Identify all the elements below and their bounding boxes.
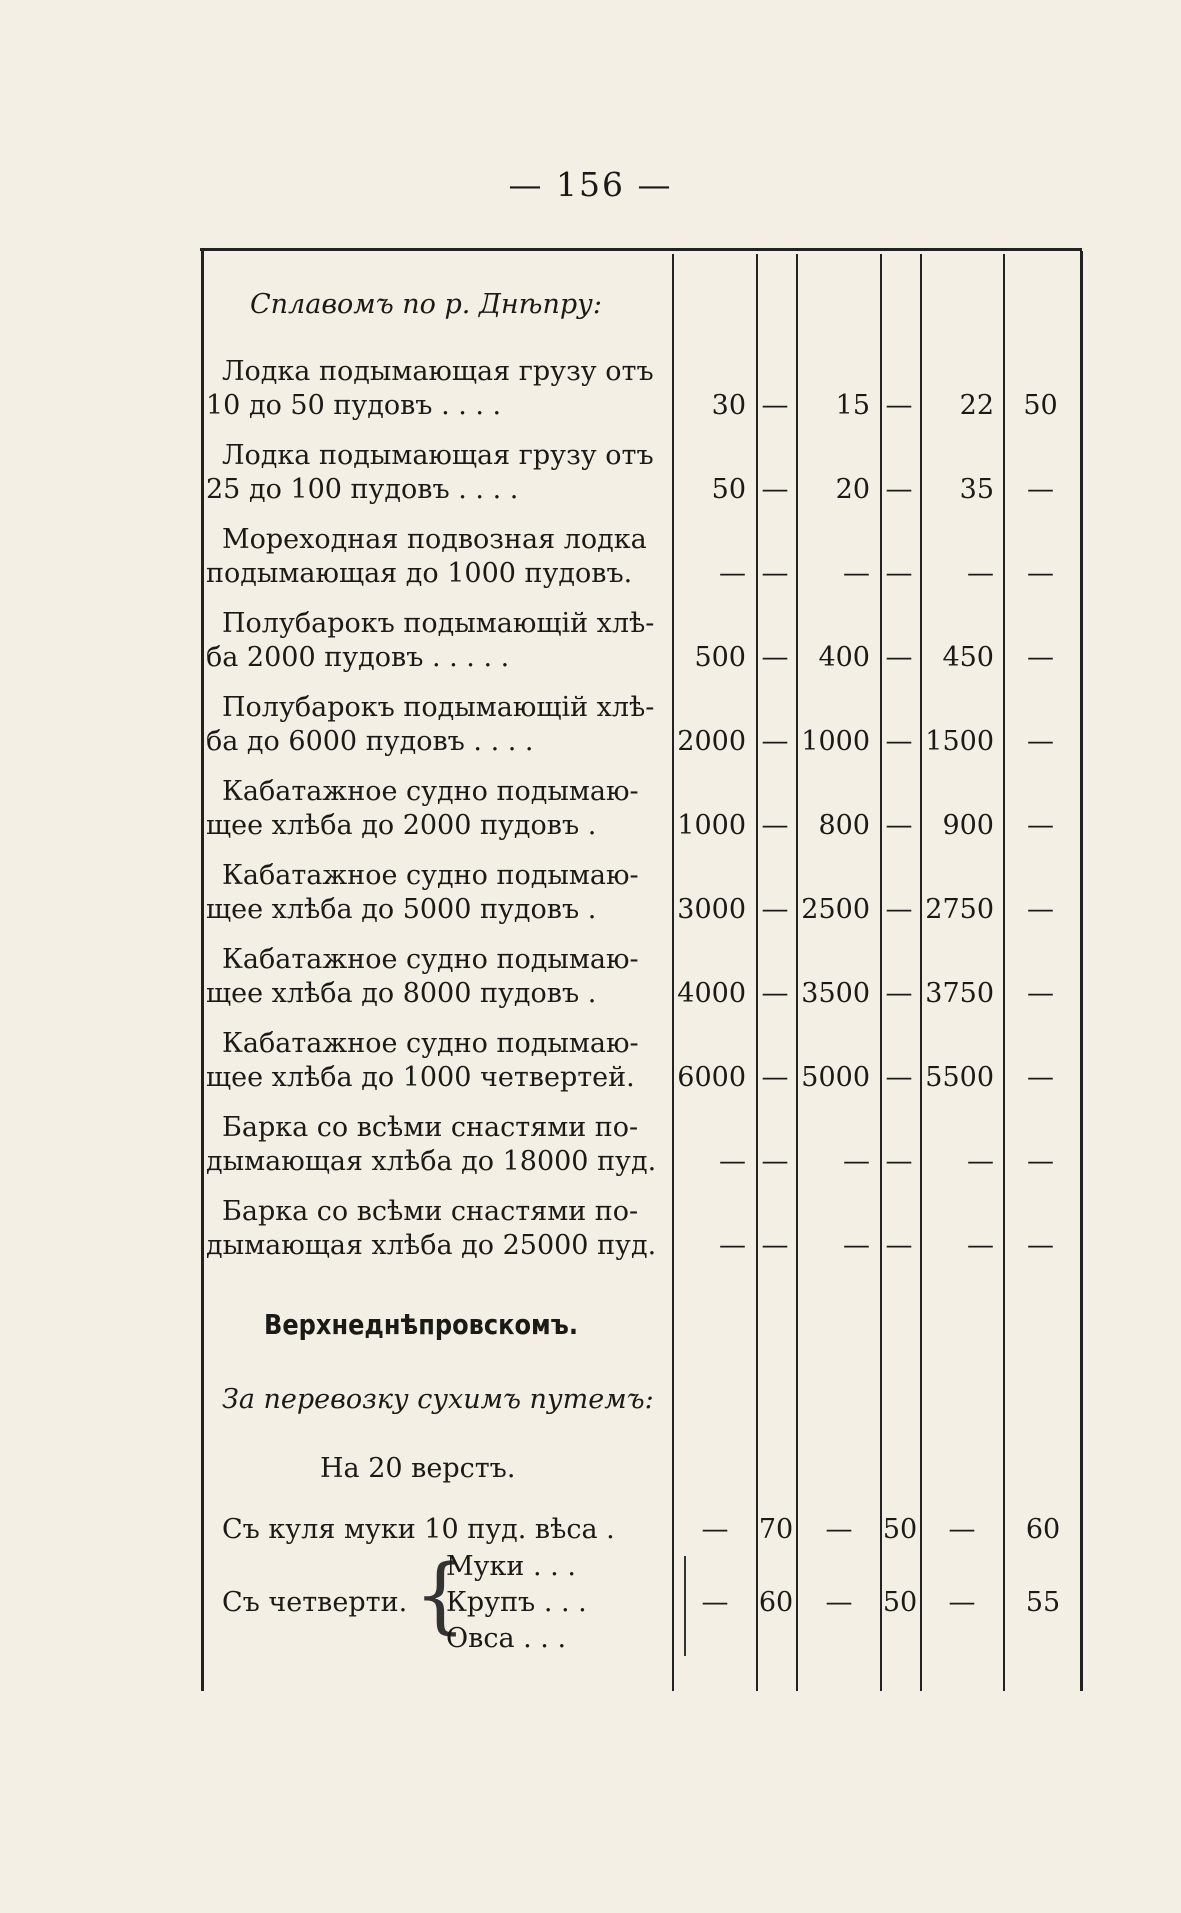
- grain-item: Муки . . .: [446, 1551, 576, 1582]
- table-cell: —: [843, 1230, 870, 1261]
- table-cell: —: [1027, 810, 1054, 841]
- row-description: [206, 775, 646, 843]
- row-description: [206, 1111, 657, 1179]
- table-cell: —: [1027, 1062, 1054, 1093]
- row-description: [206, 691, 655, 759]
- table-cell: —: [761, 642, 789, 673]
- table-cell: —: [885, 642, 913, 673]
- table-cell: 5500: [925, 1062, 994, 1093]
- table-cell: —: [761, 1146, 789, 1177]
- table-cell: —: [1027, 1146, 1054, 1177]
- table-cell: 3750: [925, 978, 994, 1009]
- grain-item: Овса . . .: [446, 1623, 567, 1654]
- table-left-rule: [201, 251, 204, 1691]
- table-cell: —: [761, 1230, 789, 1261]
- table-cell: 3500: [801, 978, 870, 1009]
- kul-c4: 50: [882, 1514, 918, 1545]
- table-cell: —: [885, 1146, 913, 1177]
- table-cell: 2750: [925, 894, 994, 925]
- left-brace: {: [414, 1548, 467, 1643]
- row-description-line: Лодка подымающая грузу отъ: [222, 440, 654, 471]
- row-description-line: Мореходная подвозная лодка: [222, 524, 647, 555]
- table-cell: —: [1027, 558, 1054, 589]
- table-cell: 1000: [677, 810, 746, 841]
- row-description: [206, 1195, 657, 1263]
- table-cell: —: [719, 558, 746, 589]
- table-cell: 35: [959, 474, 994, 505]
- chetvert-c3: —: [825, 1587, 853, 1618]
- table-cell: —: [719, 1146, 746, 1177]
- table-cell: 1500: [925, 726, 994, 757]
- row-description: [206, 523, 646, 591]
- row-description-line: ба 2000 пудовъ . . . . .: [206, 642, 510, 673]
- row-description-line: Полубарокъ подымающій хлѣ-: [222, 608, 655, 639]
- table-cell: —: [761, 558, 789, 589]
- chetvert-c5: —: [948, 1587, 976, 1618]
- table-cell: 30: [711, 390, 746, 421]
- table-cell: —: [1027, 894, 1054, 925]
- row-description-line: Барка со всѣми снастями по-: [222, 1196, 639, 1227]
- grain-item: Крупъ . . .: [446, 1587, 587, 1618]
- table-cell: 15: [835, 390, 870, 421]
- table-cell: 22: [959, 390, 994, 421]
- table-cell: 900: [942, 810, 994, 841]
- table-cell: —: [1027, 474, 1054, 505]
- table-cell: —: [885, 1230, 913, 1261]
- chetvert-c6: 55: [1025, 1587, 1061, 1618]
- table-cell: —: [719, 1230, 746, 1261]
- table-cell: —: [967, 1146, 994, 1177]
- table-cell: 800: [818, 810, 870, 841]
- chetvert-c2: 60: [758, 1587, 794, 1618]
- chetvert-c4: 50: [882, 1587, 918, 1618]
- table-cell: —: [761, 390, 789, 421]
- table-cell: —: [885, 894, 913, 925]
- table-right-rule: [1080, 251, 1083, 1691]
- row-description-line: дымающая хлѣба до 25000 пуд.: [206, 1230, 657, 1261]
- table-cell: 6000: [677, 1062, 746, 1093]
- row-description-line: Кабатажное судно подымаю-: [222, 944, 639, 975]
- table-cell: —: [885, 1062, 913, 1093]
- table-cell: —: [1027, 978, 1054, 1009]
- table-cell: —: [885, 726, 913, 757]
- table-cell: —: [885, 474, 913, 505]
- table-top-rule: [200, 248, 1082, 251]
- row-description: [206, 355, 654, 423]
- table-cell: —: [1027, 642, 1054, 673]
- row-description-line: ба до 6000 пудовъ . . . .: [206, 726, 534, 757]
- table-cell: —: [761, 894, 789, 925]
- chetvert-c1: —: [701, 1587, 729, 1618]
- page-number: — 156 —: [508, 165, 673, 204]
- table-cell: 400: [818, 642, 870, 673]
- table-cell: 5000: [801, 1062, 870, 1093]
- table-cell: —: [761, 726, 789, 757]
- table-cell: 450: [942, 642, 994, 673]
- section-title: Сплавомъ по р. Днѣпру:: [250, 289, 602, 320]
- kul-row-label: Съ куля муки 10 пуд. вѣса .: [222, 1514, 615, 1545]
- table-cell: —: [967, 558, 994, 589]
- row-description-line: Барка со всѣми снастями по-: [222, 1112, 639, 1143]
- row-description: [206, 859, 646, 927]
- kul-c3: —: [825, 1514, 853, 1545]
- row-description-line: 25 до 100 пудовъ . . . .: [206, 474, 519, 505]
- row-description: [206, 943, 646, 1011]
- table-cell: 50: [1023, 390, 1058, 421]
- row-description-line: Кабатажное судно подымаю-: [222, 1028, 639, 1059]
- kul-c2: 70: [758, 1514, 794, 1545]
- table-cell: —: [1027, 1230, 1054, 1261]
- column-rule: [1003, 254, 1005, 1691]
- row-description-line: щее хлѣба до 8000 пудовъ .: [206, 978, 597, 1009]
- table-cell: —: [885, 810, 913, 841]
- right-brace-rule: [684, 1556, 686, 1656]
- section-subtitle: За перевозку сухимъ путемъ:: [222, 1384, 654, 1415]
- table-cell: —: [761, 1062, 789, 1093]
- kul-c6: 60: [1025, 1514, 1061, 1545]
- row-description-line: Кабатажное судно подымаю-: [222, 776, 639, 807]
- table-cell: —: [843, 1146, 870, 1177]
- table-cell: —: [761, 810, 789, 841]
- column-rule: [880, 254, 882, 1691]
- row-description-line: Полубарокъ подымающій хлѣ-: [222, 692, 655, 723]
- row-description-line: Кабатажное судно подымаю-: [222, 860, 639, 891]
- table-cell: 2000: [677, 726, 746, 757]
- distance-label: На 20 верстъ.: [320, 1453, 516, 1484]
- table-cell: —: [843, 558, 870, 589]
- table-cell: 3000: [677, 894, 746, 925]
- row-description-line: 10 до 50 пудовъ . . . .: [206, 390, 502, 421]
- column-rule: [756, 254, 758, 1691]
- row-description-line: щее хлѣба до 5000 пудовъ .: [206, 894, 597, 925]
- column-rule: [796, 254, 798, 1691]
- row-description-line: Лодка подымающая грузу отъ: [222, 356, 654, 387]
- row-description: [206, 1027, 646, 1095]
- table-cell: —: [761, 978, 789, 1009]
- table-cell: 1000: [801, 726, 870, 757]
- table-cell: 20: [835, 474, 870, 505]
- kul-c1: —: [701, 1514, 729, 1545]
- table-cell: —: [885, 978, 913, 1009]
- table-cell: 4000: [677, 978, 746, 1009]
- row-description-line: щее хлѣба до 2000 пудовъ .: [206, 810, 597, 841]
- table-cell: —: [1027, 726, 1054, 757]
- table-cell: —: [967, 1230, 994, 1261]
- row-description: [206, 607, 655, 675]
- row-description-line: щее хлѣба до 1000 четвертей.: [206, 1062, 635, 1093]
- row-description-line: дымающая хлѣба до 18000 пуд.: [206, 1146, 657, 1177]
- column-rule: [672, 254, 674, 1691]
- row-description-line: подымающая до 1000 пудовъ.: [206, 558, 633, 589]
- kul-c5: —: [948, 1514, 976, 1545]
- table-cell: —: [761, 474, 789, 505]
- chetvert-label: Съ четверти.: [222, 1587, 408, 1618]
- table-cell: 500: [694, 642, 746, 673]
- table-cell: 50: [711, 474, 746, 505]
- table-cell: 2500: [801, 894, 870, 925]
- column-rule: [920, 254, 922, 1691]
- row-description: [206, 439, 654, 507]
- section-heading: Верхнеднѣпровскомъ.: [264, 1308, 578, 1341]
- table-cell: —: [885, 558, 913, 589]
- table-cell: —: [885, 390, 913, 421]
